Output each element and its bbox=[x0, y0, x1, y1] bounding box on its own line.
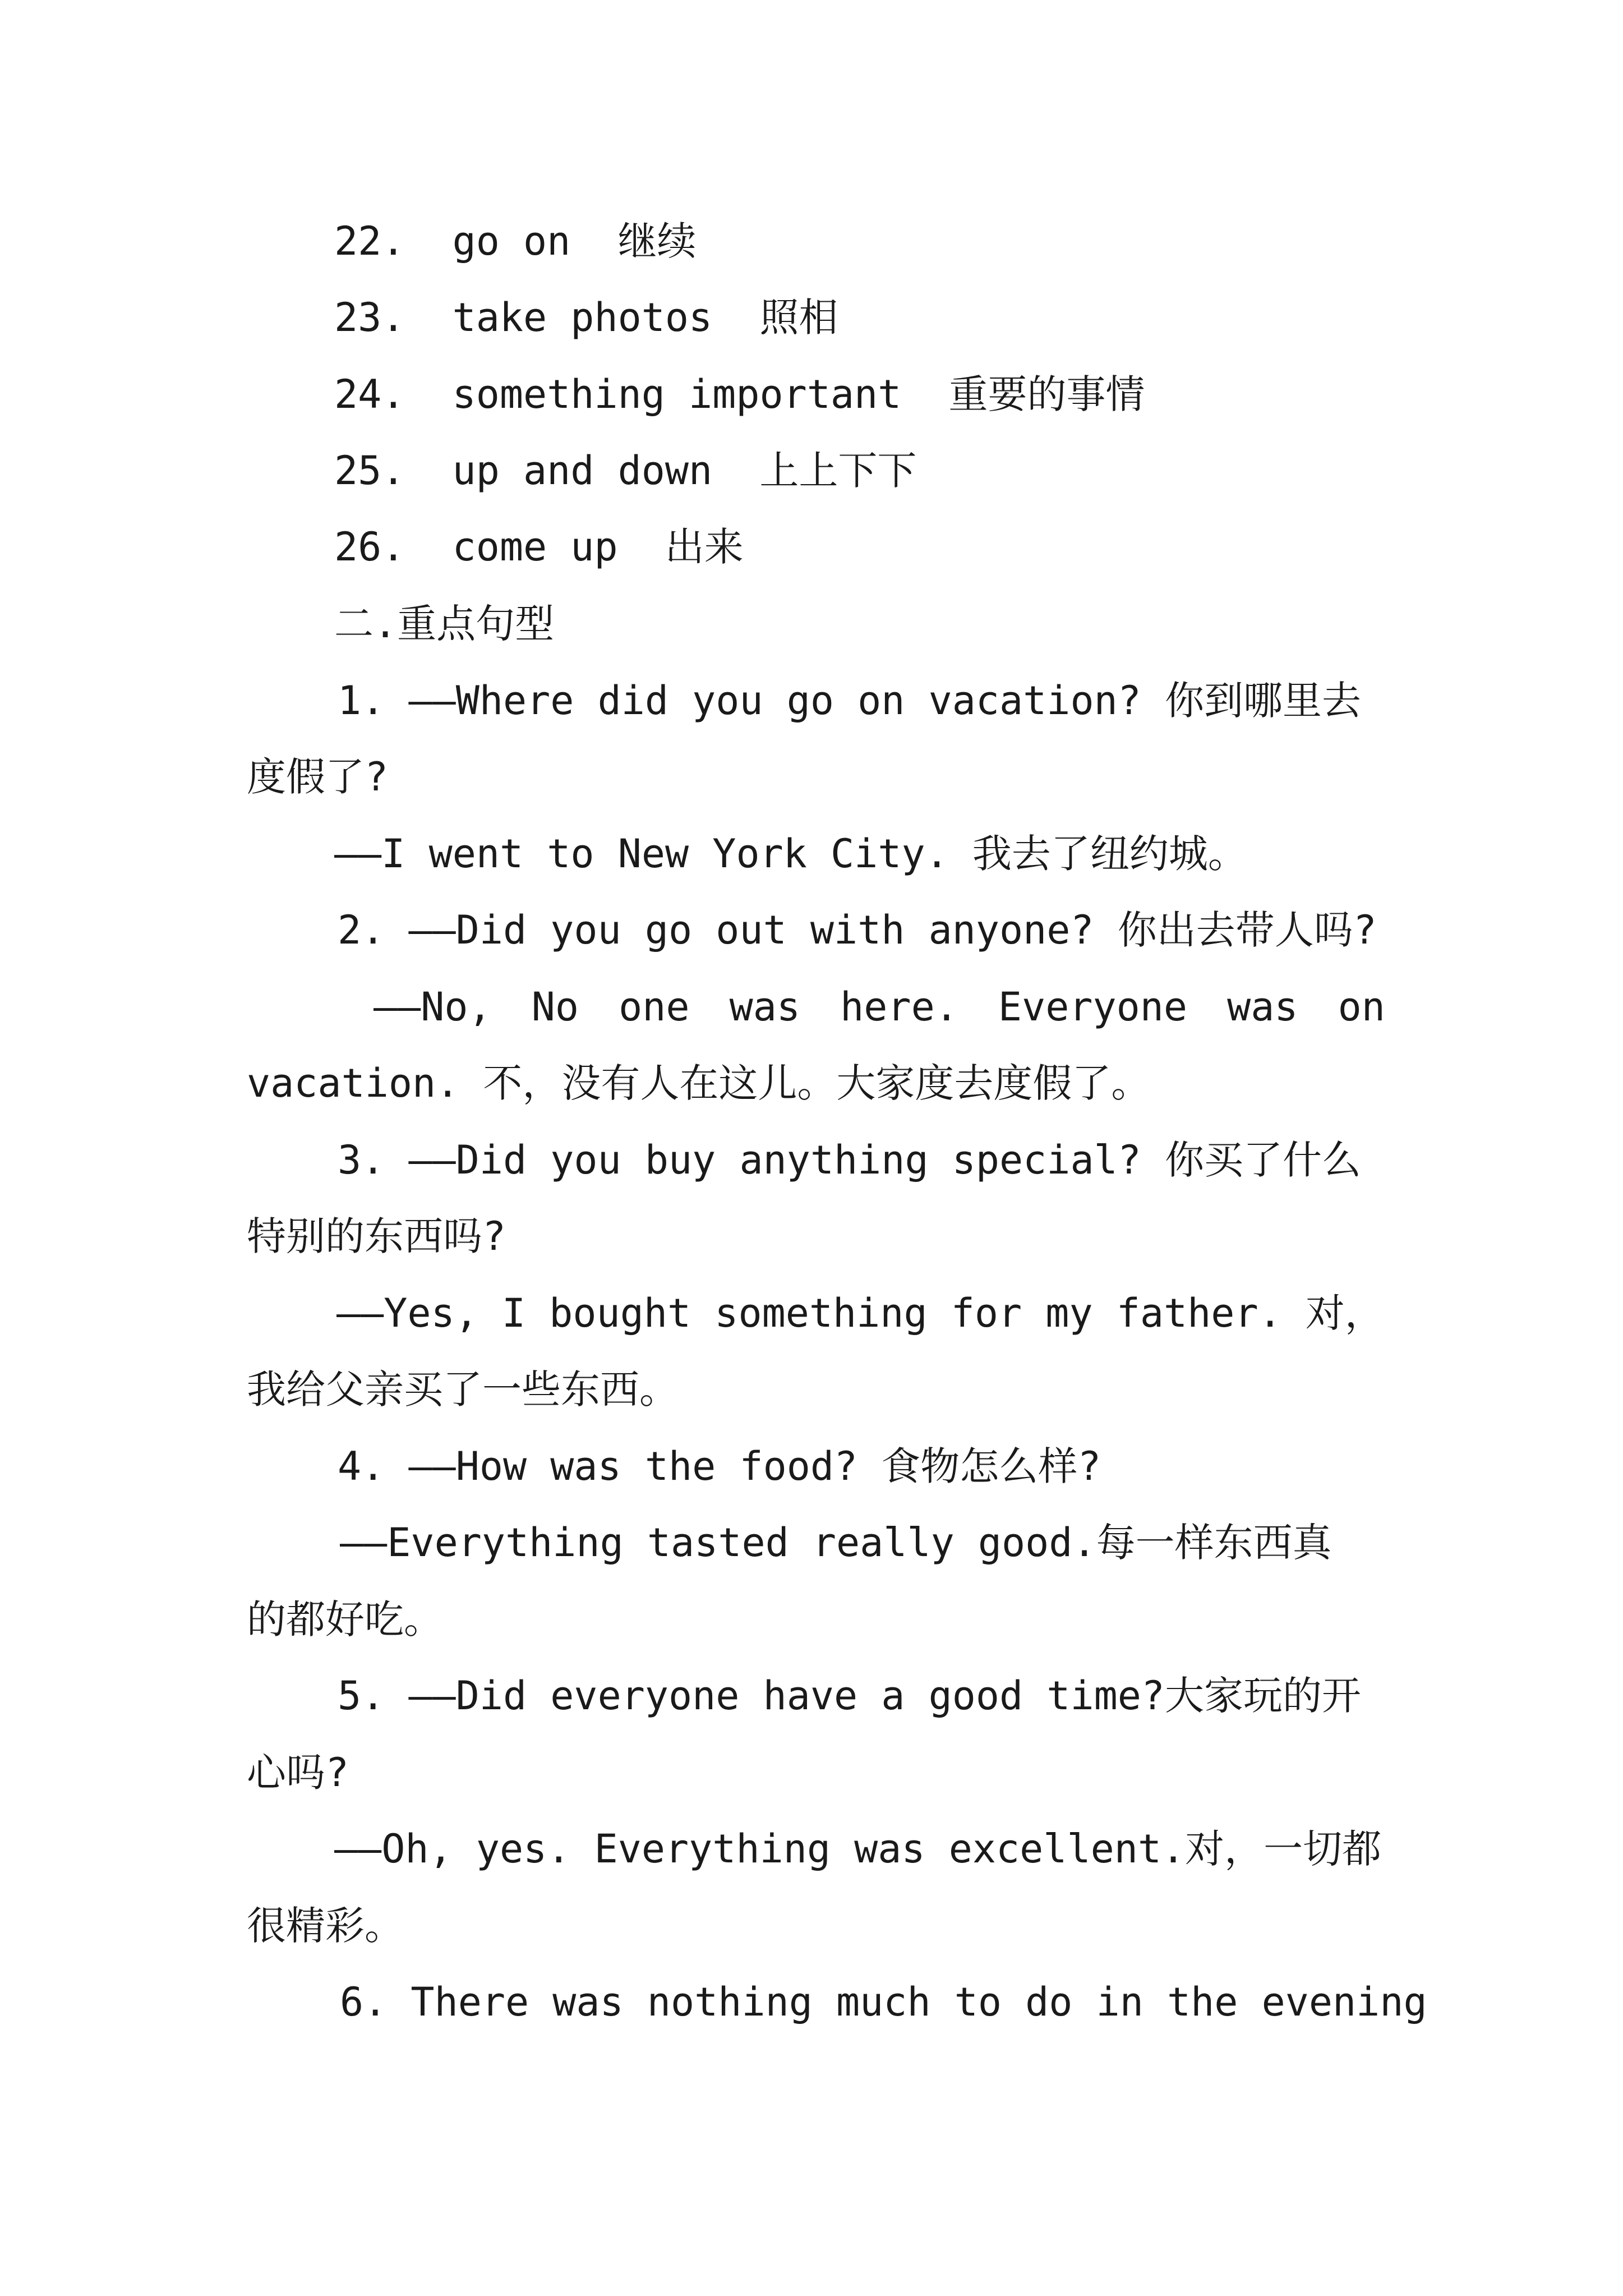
sentence-5-answer-cont: 很精彩。 bbox=[247, 1903, 404, 1949]
answer-word: ——No, bbox=[374, 984, 492, 1030]
sentence-1-answer: ——I went to New York City. 我去了纽约城。 bbox=[334, 831, 1247, 877]
sentence-1-question: 1. ——Where did you go on vacation? 你到哪里去 bbox=[338, 678, 1362, 724]
vocab-english: up and down bbox=[452, 448, 713, 494]
sentence-3-answer-cont: 我给父亲买了一些东西。 bbox=[247, 1366, 679, 1412]
sentence-4-answer: ——Everything tasted really good.每一样东西真 bbox=[340, 1520, 1332, 1566]
sentence-3-question: 3. ——Did you buy anything special? 你买了什么 bbox=[338, 1137, 1362, 1183]
vocab-number: 22. bbox=[334, 218, 405, 264]
sentence-4-question: 4. ——How was the food? 食物怎么样? bbox=[338, 1443, 1101, 1489]
sentence-2-question: 2. ——Did you go out with anyone? 你出去带人吗? bbox=[338, 907, 1377, 953]
vocab-chinese: 出来 bbox=[665, 524, 744, 570]
vocab-chinese: 继续 bbox=[617, 218, 697, 264]
vocab-item-22 bbox=[334, 218, 697, 264]
vocab-english: come up bbox=[452, 524, 618, 570]
answer-word: on bbox=[1338, 984, 1385, 1030]
vocab-english: something important bbox=[452, 371, 902, 417]
vocab-chinese: 上上下下 bbox=[759, 448, 917, 494]
answer-word: Everyone bbox=[998, 984, 1188, 1030]
vocab-number: 23. bbox=[334, 295, 405, 341]
answer-word: one bbox=[619, 984, 690, 1030]
section-heading: 二.重点句型 bbox=[334, 601, 555, 647]
vocab-number: 26. bbox=[334, 524, 405, 570]
vocab-number: 25. bbox=[334, 448, 405, 494]
answer-word: was bbox=[1227, 984, 1298, 1030]
sentence-2-answer bbox=[374, 984, 1385, 1030]
vocab-item-24 bbox=[334, 371, 1145, 417]
vocab-item-26 bbox=[334, 524, 744, 570]
vocab-item-23 bbox=[334, 295, 838, 341]
sentence-3-question-cont: 特别的东西吗? bbox=[247, 1213, 506, 1259]
vocab-number: 24. bbox=[334, 371, 405, 417]
vocab-english: go on bbox=[452, 218, 571, 264]
sentence-6: 6. There was nothing much to do in the evening bbox=[340, 1979, 1427, 2025]
sentence-3-answer: ——Yes, I bought something for my father. 对， bbox=[336, 1290, 1384, 1336]
vocab-chinese: 重要的事情 bbox=[948, 371, 1145, 417]
vocab-chinese: 照相 bbox=[759, 295, 838, 341]
answer-word: was bbox=[729, 984, 801, 1030]
sentence-5-question: 5. ——Did everyone have a good time?大家玩的开 bbox=[338, 1673, 1362, 1719]
sentence-1-question-cont: 度假了? bbox=[247, 754, 389, 800]
sentence-5-answer: ——Oh, yes. Everything was excellent.对，一切都 bbox=[334, 1826, 1382, 1872]
sentence-4-answer-cont: 的都好吃。 bbox=[247, 1596, 443, 1642]
answer-word: here. bbox=[840, 984, 958, 1030]
answer-word: No bbox=[531, 984, 579, 1030]
sentence-2-answer-cont: vacation. 不，没有人在这儿。大家度去度假了。 bbox=[247, 1060, 1151, 1106]
sentence-5-question-cont: 心吗? bbox=[247, 1750, 349, 1796]
vocab-english: take photos bbox=[452, 295, 713, 341]
vocab-item-25 bbox=[334, 448, 917, 494]
